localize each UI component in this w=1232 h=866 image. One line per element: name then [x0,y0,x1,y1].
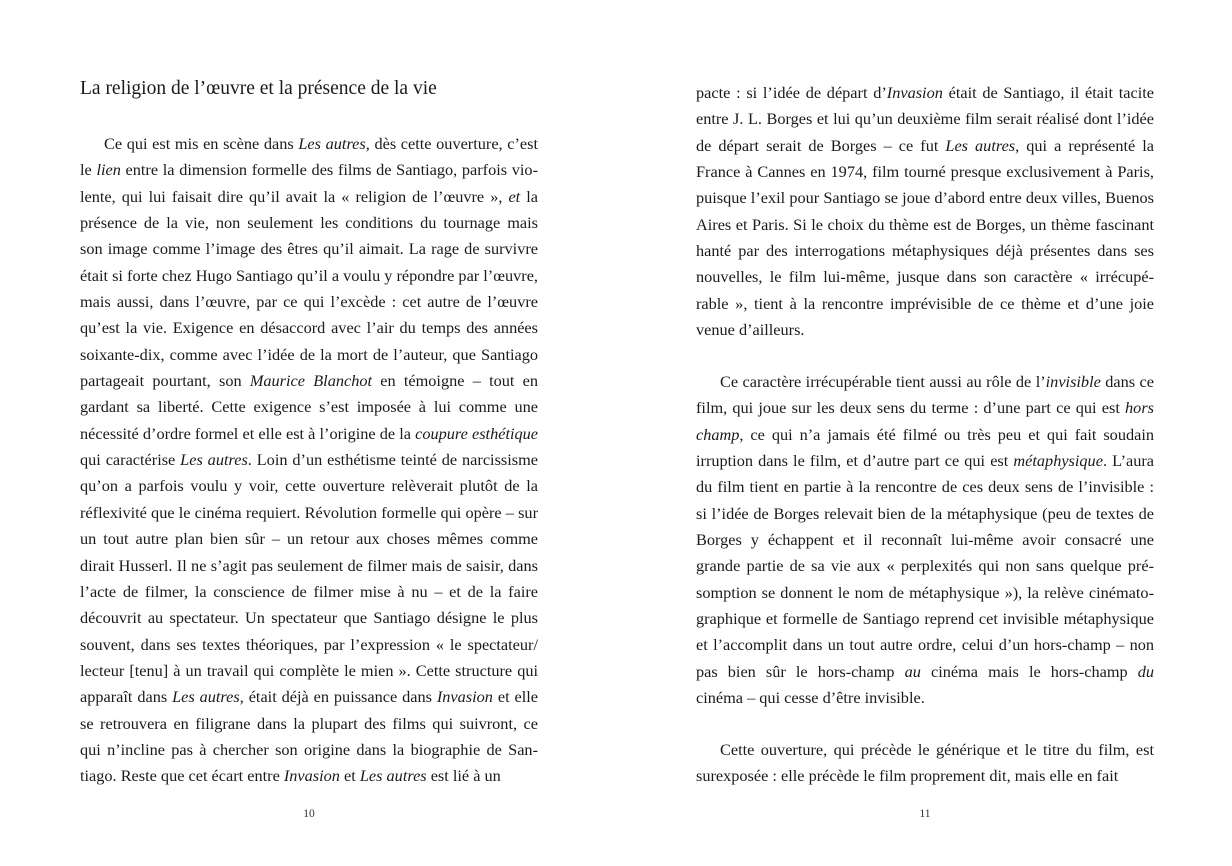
text-line: hanté par des interrogations métaphysiques déjà présentes dans ses [696,241,1154,261]
italic-text: Invasion [886,83,943,102]
chapter-heading: La religion de l’œuvre et la présence de la vie [80,78,437,99]
text-line: mais aussi, dans l’œuvre, par ce qui l’excède : cet autre de l’œuvre [80,292,538,312]
italic-text: Les autres [298,134,366,153]
text-line: le lien entre la dimension formelle des films de Santiago, parfois vio- [80,160,538,180]
page-number-right: 11 [919,808,931,820]
text-line: Borges y échappent et il reconnaît lui-même avoir consacré une [696,530,1154,550]
text-line: si l’idée de Borges relevait bien de la métaphysique (peu de textes de [696,503,1154,523]
text-line: et l’accomplit dans un tout autre ordre, celui d’un hors-champ – non [696,635,1154,655]
italic-text: Les autres [180,450,248,470]
text-line: lecteur [tenu] à un travail qui complète le mien ». Cette structure qui [80,660,538,680]
text-line: soixante-dix, comme avec l’idée de la mort de l’auteur, que Santiago [80,344,538,364]
text-line: de départ serait de Borges – ce fut Les autres, qui a représenté la [696,135,1154,155]
right-paragraph-3 [696,737,1154,790]
italic-text: Les autres [172,687,240,707]
text-line: était si forte chez Hugo Santiago qu’il a voulu y répondre par l’œuvre, [80,265,538,285]
text-line: gardant sa liberté. Cette exigence s’est imposée à lui comme une [80,397,538,417]
text-line: se retrouvera en filigrane dans la plupart des films qui suivront, ce [80,713,538,733]
italic-text: métaphysique [1013,451,1103,471]
text-line: dirait Husserl. Il ne s’agit pas seulement de filmer mais de saisir, dans [80,555,538,575]
text-line: découvrit au spectateur. Un spectateur que Santiago désigne le plus [80,608,538,628]
right-paragraph-2 [696,369,1154,711]
text-line: pas bien sûr le hors-champ au cinéma mais le hors-champ du [696,661,1154,681]
italic-text: Maurice Blanchot [249,371,373,391]
text-line: son image comme l’image des êtres qu’il aimait. La rage de survivre [80,239,538,259]
left-page [80,0,538,866]
right-paragraph-1 [696,80,1154,343]
italic-text: champ [696,424,740,444]
text-line: qui n’incline pas à chercher son origine dans la biographie de San- [80,739,538,759]
text-line: somption se donnent le nom de métaphysique »), la relève cinémato- [696,582,1154,602]
text-line: nécessité d’ordre formel et elle est à l’origine de la coupure esthétique [80,423,538,443]
text-line: Cette ouverture, qui précède le générique et le titre du film, est [720,740,1154,759]
text-line: Ce caractère irrécupérable tient aussi au rôle de l’invisible dans ce [720,372,1154,391]
text-line: présence de la vie, non seulement les conditions du tournage mais [80,213,538,233]
left-paragraph [80,131,538,790]
text-line: du film tient en partie à la rencontre de ces deux sens de l’invisible : [696,477,1154,497]
text-line: puisque l’exil pour Santiago se joue d’abord entre deux villes, Buenos [696,188,1154,208]
italic-text: hors [1125,398,1154,418]
text-line: champ, ce qui n’a jamais été filmé ou très peu et qui fait soudain [696,424,1154,444]
text-line: tiago. Reste que cet écart entre Invasion et Les autres est lié à un [80,766,501,786]
text-line: grande partie de sa vie aux « perplexités qui non sans quelque pré- [696,556,1154,576]
italic-text: du [1137,661,1154,681]
text-line: pacte : si l’idée de départ d’Invasion était de Santiago, il était tacite [696,83,1154,102]
text-line: Ce qui est mis en scène dans Les autres, dès cette ouverture, c’est [104,134,538,153]
italic-text: et [508,186,521,206]
text-line: un tout autre plan bien sûr – un retour aux choses mêmes comme [80,529,538,549]
text-line: film, qui joue sur les deux sens du terme : d’une part ce qui est hors [696,398,1154,418]
text-line: qu’est la vie. Exigence en désaccord avec l’air du temps des années [80,318,538,338]
text-line: irruption dans le film, et d’autre part ce qui est métaphysique. L’aura [696,451,1155,471]
text-line: qui caractérise Les autres. Loin d’un esthétisme teinté de narcissisme [80,450,538,470]
italic-text: coupure esthétique [415,423,538,443]
text-line: graphique et formelle de Santiago reprend cet invisible métaphysique [696,609,1154,629]
text-line: lente, qui lui faisait dire qu’il avait la « religion de l’œuvre », et la [80,186,538,206]
text-line: surexposée : elle précède le film proprement dit, mais elle en fait [696,766,1119,786]
right-page [696,0,1154,866]
text-line: apparaît dans Les autres, était déjà en puissance dans Invasion et elle [80,687,539,707]
text-line: France à Cannes en 1974, film tourné presque exclusivement à Paris, [696,162,1154,182]
text-line: l’acte de filmer, la conscience de filmer mise à nu – et de la faire [80,581,538,601]
page-number-left: 10 [303,808,315,820]
italic-text: Les autres [945,135,1016,155]
text-line: nouvelles, le film lui-même, jusque dans son caractère « irrécupé- [696,267,1154,287]
italic-text: Invasion [283,766,340,786]
text-line: réflexivité que le cinéma requiert. Révolution formelle qui opère – sur [80,502,538,522]
italic-text: lien [96,160,121,180]
italic-text: au [904,661,921,681]
text-line: entre J. L. Borges et lui qu’un deuxième film serait réalisé dont l’idée [696,109,1154,129]
text-line: rable », tient à la rencontre imprévisible de ce thème et d’une joie [696,293,1154,313]
text-line: Aires et Paris. Si le choix du thème est de Borges, un thème fascinant [696,214,1154,234]
italic-text: invisible [1045,372,1101,391]
italic-text: Les autres [359,766,427,786]
italic-text: Invasion [436,687,493,707]
text-line: venue d’ailleurs. [696,320,805,340]
text-line: cinéma – qui cesse d’être invisible. [696,688,925,708]
text-line: souvent, dans ses textes théoriques, par l’expression « le spectateur/ [80,634,538,654]
text-line: qu’on a parfois voulu y voir, cette ouverture relèverait plutôt de la [80,476,538,496]
text-line: partageait pourtant, son Maurice Blanchot en témoigne – tout en [80,371,539,391]
